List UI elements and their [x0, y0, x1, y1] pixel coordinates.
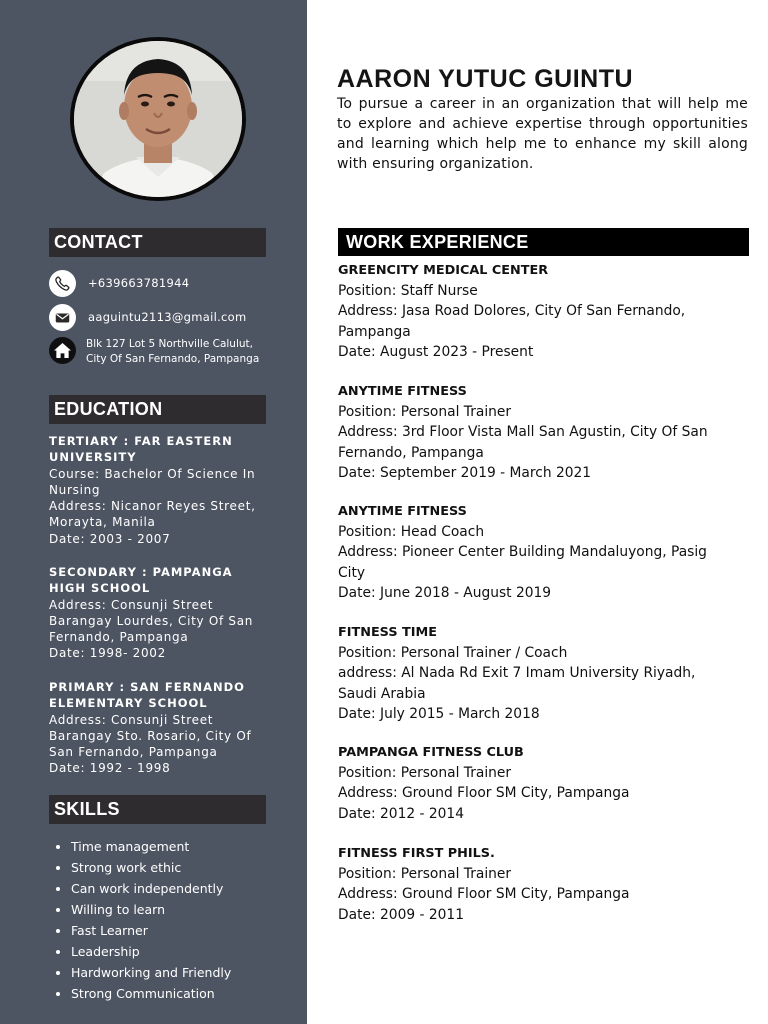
job-company: PAMPANGA FITNESS CLUB [338, 745, 524, 760]
job-company: FITNESS TIME [338, 625, 437, 640]
education-entry-tertiary [49, 433, 271, 547]
skill-item: • Willing to learn [71, 899, 231, 920]
job-date: Date: 2012 - 2014 [338, 805, 464, 822]
skill-item: • Hardworking and Friendly [71, 962, 231, 983]
contact-address [49, 337, 266, 366]
skill-item: • Time management [71, 836, 231, 857]
job-address: address: Al Nada Rd Exit 7 Imam University Riyadh, Saudi Arabia [338, 665, 696, 702]
job-company: ANYTIME FITNESS [338, 504, 467, 519]
job-company: GREENCITY MEDICAL CENTER [338, 263, 549, 278]
education-entry-line: Date: 2003 - 2007 [49, 531, 171, 546]
job-date: Date: September 2019 - March 2021 [338, 464, 592, 481]
education-entry-primary [49, 679, 271, 777]
work-experience-heading: WORK EXPERIENCE [338, 228, 749, 256]
job-entry [338, 261, 738, 362]
skill-item: • Can work independently [71, 878, 231, 899]
profile-photo-illustration [74, 41, 242, 197]
job-entry [338, 844, 738, 925]
job-address: Address: Pioneer Center Building Mandaluyong, Pasig City [338, 544, 707, 581]
job-position: Position: Head Coach [338, 524, 485, 541]
mail-icon [49, 304, 76, 331]
contact-address-text: Blk 127 Lot 5 Northville Calulut, City Of San Fernando, Pampanga [86, 338, 260, 365]
job-entry [338, 623, 738, 724]
contact-phone [49, 270, 189, 297]
contact-email [49, 304, 247, 331]
skills-list [49, 836, 231, 1004]
sidebar [0, 0, 307, 1024]
phone-icon [49, 270, 76, 297]
job-entry [338, 382, 738, 483]
job-position: Position: Personal Trainer / Coach [338, 645, 568, 662]
education-entry-line: Course: Bachelor Of Science In Nursing [49, 466, 256, 497]
job-company: ANYTIME FITNESS [338, 384, 467, 399]
education-entry-title: PRIMARY : SAN FERNANDO ELEMENTARY SCHOOL [49, 680, 245, 711]
education-entry-title: SECONDARY : PAMPANGA HIGH SCHOOL [49, 565, 233, 596]
job-address: Address: 3rd Floor Vista Mall San Agustin, City Of San Fernando, Pampanga [338, 424, 708, 461]
skill-item: • Leadership [71, 941, 231, 962]
skill-item: • Fast Learner [71, 920, 231, 941]
job-position: Position: Staff Nurse [338, 283, 478, 300]
job-company: FITNESS FIRST PHILS. [338, 846, 495, 861]
education-entry-line: Date: 1998- 2002 [49, 646, 166, 661]
education-entry-secondary [49, 564, 271, 662]
job-position: Position: Personal Trainer [338, 404, 512, 421]
job-address: Address: Ground Floor SM City, Pampanga [338, 785, 630, 802]
career-objective: To pursue a career in an organization that will help me to explore and achieve expertise through opportunities and learning which help me to enhance my skill along with ensuring organization. [337, 96, 748, 172]
job-date: Date: July 2015 - March 2018 [338, 705, 540, 722]
profile-photo-frame [70, 37, 246, 201]
home-icon [49, 337, 76, 364]
job-position: Position: Personal Trainer [338, 866, 512, 883]
profile-photo [74, 41, 242, 197]
education-entry-line: Date: 1992 - 1998 [49, 761, 171, 776]
contact-heading: CONTACT [49, 228, 266, 257]
skill-item: • Strong work ethic [71, 857, 231, 878]
job-entry [338, 743, 738, 824]
contact-phone-text: +639663781944 [88, 276, 190, 290]
job-position: Position: Personal Trainer [338, 765, 512, 782]
contact-email-text: aaguintu2113@gmail.com [88, 310, 247, 324]
education-entry-line: Address: Consunji Street Barangay Lourdes, City Of San Fernando, Pampanga [49, 597, 254, 645]
job-address: Address: Ground Floor SM City, Pampanga [338, 886, 630, 903]
job-entry [338, 502, 738, 603]
education-entry-line: Address: Consunji Street Barangay Sto. Rosario, City Of San Fernando, Pampanga [49, 712, 252, 760]
candidate-name: AARON YUTUC GUINTU [337, 65, 634, 93]
job-date: Date: August 2023 - Present [338, 343, 534, 360]
job-date: Date: 2009 - 2011 [338, 906, 464, 923]
job-address: Address: Jasa Road Dolores, City Of San Fernando, Pampanga [338, 303, 686, 340]
education-heading: EDUCATION [49, 395, 266, 424]
job-date: Date: June 2018 - August 2019 [338, 584, 552, 601]
education-entry-title: TERTIARY : FAR EASTERN UNIVERSITY [49, 434, 233, 465]
skills-heading: SKILLS [49, 795, 266, 824]
skill-item: • Strong Communication [71, 983, 231, 1004]
education-entry-line: Address: Nicanor Reyes Street, Morayta, Manila [49, 499, 256, 530]
